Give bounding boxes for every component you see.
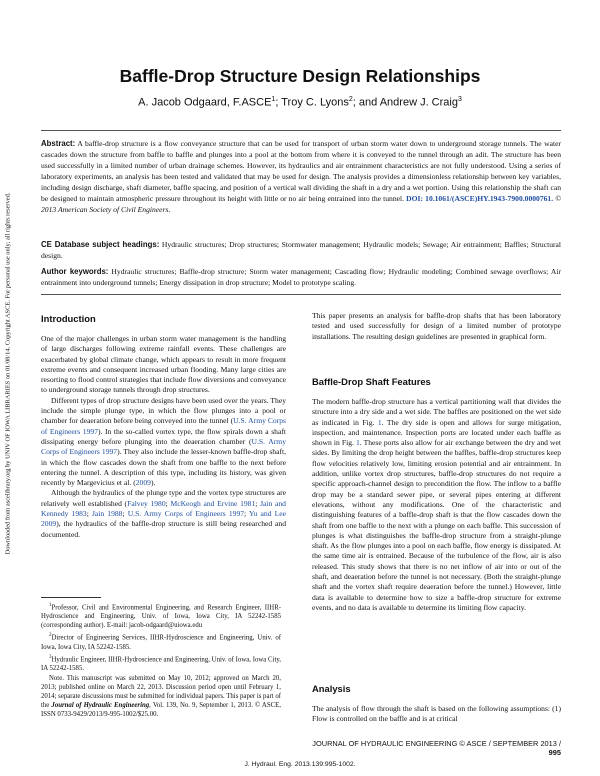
submission-note: Note. This manuscript was submitted on May 10, 2012; approved on March 20, 2013; published online on March 22, 2013. Discussion period open until February 1, 2014; separate discussions must be submitted for individual papers. This paper is part of the Journal of Hydraulic Engineering, Vol. 139, No. 9, September 1, 2013. © ASCE, ISSN 0733-9429/2013/9-995-1002/$25.00. (41, 674, 281, 718)
baffle-paragraph: The modern baffle-drop structure has a vertical partitioning wall that divides the structure into a dry side and a wet side. The baffles are positioned on the wet side as indicated in Fig. 1. The dry side is open and allows for surge mitigation, inspection, and maintenance. Inspection ports are located under each baffle as shown in Fig. 1. These ports also allow for air exchange between the dry and wet sides. By limiting the drop height between the baffles, baffle-drop structures keep flow velocities relatively low, limiting erosion potential and air entrainment. In addition, unlike vortex drop structures, baffle-drop structures do not require a specific approach-channel design to precondition the flow. The inflow to a baffle drop may be a standard sewer pipe, or several pipes entering at different elevations, without any modifications. One of the characteristic and distinguishing features of a baffle-drop shaft is that the flow cascades down the shaft from one baffle to the next with a plunge on each baffle. This succession of plunges is what distinguishes the baffle-drop structure from a straight-plunge shaft. As the flow plunges into a pool on each baffle, flow energy is dissipated. At the same time air is entrained. Because of the turbulence of the flow, air is also released. This study shows that there is no net inflow of air into or out of the shaft, and deaeration before the tunnel is not necessary. (Both the straight-plunge shaft and the vortex shaft require deaeration before the tunnel.) However, little data is available to determine how to size a baffle-drop structure for extreme events, and no data is available to determine its limiting flow capacity. (312, 397, 561, 612)
analysis-paragraph: The analysis of flow through the shaft is based on the following assumptions: (1) Flow is controlled on the baffle and is at critical (312, 704, 561, 724)
author-1: A. Jacob Odgaard, F.ASCE (138, 96, 272, 109)
ref-mckeogh-1981[interactable]: McKeogh and Ervine 1981 (170, 498, 256, 508)
ref-usace-1997-c[interactable]: U.S. Army Corps of Engineers 1997 (127, 509, 245, 519)
journal-footer: JOURNAL OF HYDRAULIC ENGINEERING © ASCE / SEPTEMBER 2013 / 995 (312, 739, 561, 757)
analysis-body (312, 704, 561, 725)
introduction-body (41, 334, 286, 540)
ref-jain-1988[interactable]: Jain 1988 (91, 509, 123, 519)
author-keywords-label: Author keywords: (41, 267, 109, 276)
footnote-rule (41, 597, 101, 598)
right-intro-body (312, 311, 561, 342)
top-rule (41, 130, 561, 131)
footnotes (41, 601, 281, 720)
paper-title: Baffle-Drop Structure Design Relationships (119, 66, 481, 86)
citation-line: J. Hydraul. Eng. 2013.139:995-1002. (244, 761, 356, 768)
journal-name: Journal of Hydraulic Engineering (51, 701, 150, 709)
fig-1-link-b[interactable]: 1 (355, 438, 360, 448)
author-line: A. Jacob Odgaard, F.ASCE$^1$; Troy C. Lyons$^2$; and Andrew J. Craig$^3$ (138, 96, 462, 109)
footnote-1: $^1$Professor, Civil and Environmental Engineering, and Research Engineer, IIHR-Hydroscience and Engineering, Univ. of Iowa, Iowa City, IA 52242-1585 (corresponding author). E-mail: jacob-odgaard@uiowa.edu (41, 603, 281, 630)
baffle-drop-body (312, 397, 561, 613)
fig-1-link-a[interactable]: 1 (377, 417, 382, 427)
subject-headings: CE Database subject headings: Hydraulic structures; Drop structures; Stormwater management; Hydraulic models; Sewage; Air entrainment; Baffles; Structural design. (41, 240, 562, 260)
ref-jain-kennedy-1983[interactable]: Jain and Kennedy 1983 (41, 498, 286, 519)
abstract-bottom-rule (41, 294, 561, 295)
ref-usace-1997-b[interactable]: U.S. Army Corps of Engineers 1997 (41, 436, 286, 457)
ref-falvey-1980[interactable]: Falvey 1980 (127, 498, 166, 508)
right-intro-paragraph: This paper presents an analysis for baffle-drop shafts that has been laboratory tested and used successfully for design of a limited number of prototype installations. The resulting design guidelines are presented in graphical form. (312, 311, 561, 341)
author-2: ; Troy C. Lyons (275, 96, 349, 109)
abstract: Abstract: A baffle-drop structure is a flow conveyance structure that can be used for transport of urban storm water down to underground storage tunnels. The water cascades down the structure from baffle to baffle and plunges into a pool at the bottom from where it is conveyed to the tunnel through an adit. The structure has been used successfully in a limited number of urban drainage schemes. However, its hydraulics and air entrainment characteristics are not fully understood. Using a series of laboratory experiments, an analysis has been tested and validated that may be used for design. The analysis provides a dimensionless relationship between key variables, including design discharge, shaft diameter, baffle spacing, and position of a vertical wall dividing the shaft in a dry and a wet portion. Using this relationship the shaft can be designed to maintain atmospheric pressure throughout its height with little or no air being entrained into the tunnel. DOI: 10.1061/(ASCE)HY.1943-7900.0000761. © 2013 American Society of Civil Engineers. (41, 139, 562, 214)
analysis-heading: Analysis (312, 683, 351, 694)
intro-paragraph-3: Although the hydraulics of the plunge type and the vortex type structures are relatively well established (Falvey 1980; McKeogh and Ervine 1981; Jain and Kennedy 1983; Jain 1988; U.S. Army Corps of Engineers 1997; Yu and Lee 2009), the hydraulics of the baffle-drop structure is still being researched and documented. (41, 488, 286, 539)
author-3: ; and Andrew J. Craig (352, 96, 458, 109)
introduction-heading: Introduction (41, 313, 96, 324)
baffle-drop-heading: Baffle-Drop Shaft Features (312, 376, 431, 387)
intro-paragraph-1: One of the major challenges in urban storm water management is the handling of large discharges following extreme rainfall events. These challenges are exacerbated by global climate change, which appears to result in more frequent extreme events and consequent increased urban flooding. Many large cities are resorting to flood control strategies that include flow diversions and conveyance to underground storage tunnels through drop structures. (41, 334, 286, 395)
intro-paragraph-2: Different types of drop structure designs have been used over the years. They include the simple plunge type, in which the flow plunges into a pool or chamber for deaeration before being conveyed into the tunnel (U.S. Army Corps of Engineers 1997). In the so-called vortex type, the flow spirals down a shaft dissipating energy before plunging into the deaeration chamber (U.S. Army Corps of Engineers 1997). They also include the lesser-known baffle-drop shaft, in which the flow cascades down the shaft from one baffle to the next before entering the tunnel. A description of this type, including its history, was given recently by Margevicius et al. (2009). (41, 395, 287, 488)
footnote-2: $^2$Director of Engineering Services, IIHR-Hydroscience and Engineering, Univ. of Iowa, Iowa City, IA 52242-1585. (41, 633, 281, 651)
doi-link[interactable]: DOI: 10.1061/(ASCE)HY.1943-7900.0000761. (406, 194, 554, 203)
author-keywords: Author keywords: Hydraulic structures; Baffle-drop structure; Storm water management; Cascading flow; Hydraulic modeling; Combined sewage overflows; Air entrainment into underground tunnels; Energy dissipation in drop structure; Model to prototype scaling. (41, 267, 561, 287)
subject-headings-label: CE Database subject headings: (41, 240, 160, 249)
ref-usace-1997-a[interactable]: U.S. Army Corps of Engineers 1997 (41, 416, 286, 436)
abstract-label: Abstract: (41, 139, 76, 148)
footnote-3: $^3$Hydraulic Engineer, IIHR-Hydroscience and Engineering, Univ. of Iowa, Iowa City, IA 52242-1585. (41, 654, 281, 672)
page-number: 995 (548, 748, 561, 757)
ref-yu-lee-2009[interactable]: Yu and Lee 2009 (41, 509, 286, 529)
download-sidebar-note: Downloaded from ascelibrary.org by UNIV OF IOWA LIBRARIES on 01/08/14. Copyright ASCE. For personal use only; all rights reserved. (4, 192, 12, 555)
ref-margevicius-2009[interactable]: 2009 (135, 478, 151, 488)
